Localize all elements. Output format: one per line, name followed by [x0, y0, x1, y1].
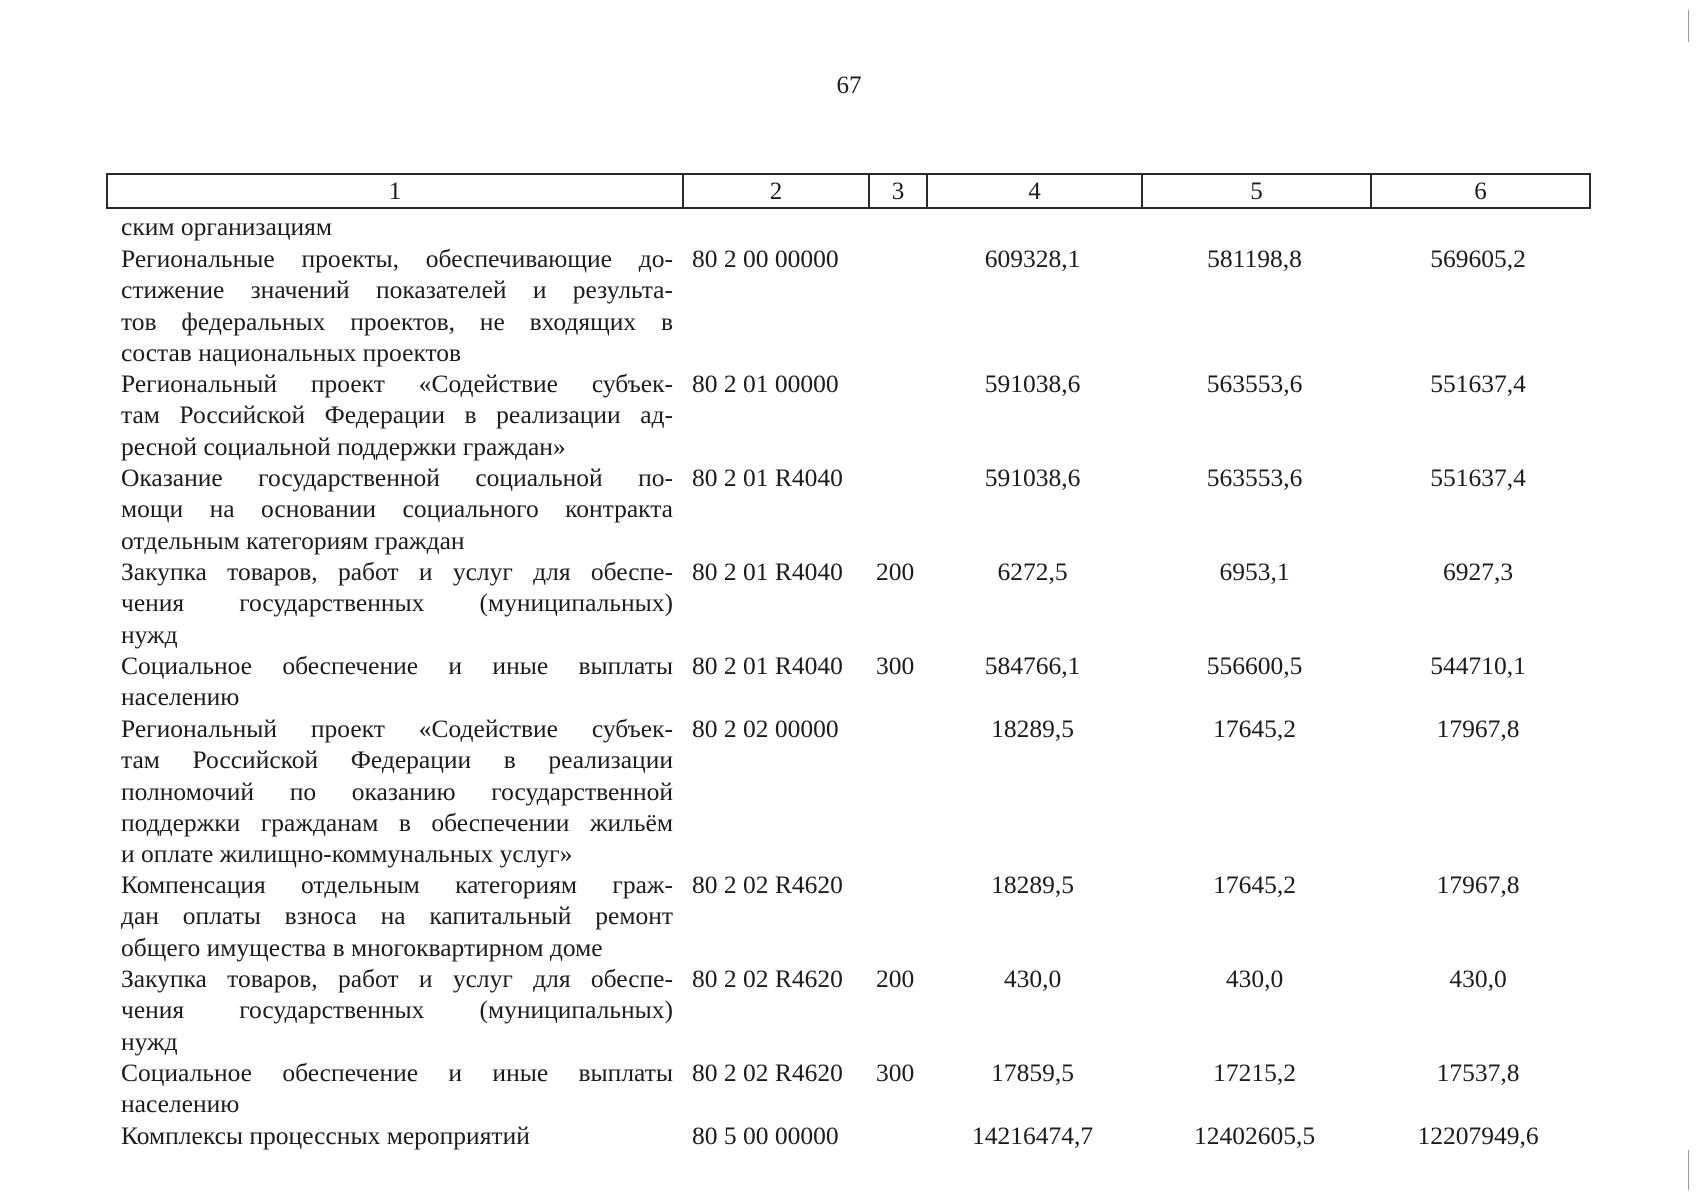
header-col-4: 4 — [927, 174, 1142, 208]
row-value-col6: 6927,3 — [1442, 557, 1514, 586]
row-text-line: Оказание государственной социальной по- — [121, 463, 673, 492]
row-value-col6: 551637,4 — [1430, 463, 1526, 492]
row-text-line: чения государственных (муниципальных) — [121, 588, 673, 618]
row-value-col6: 17967,8 — [1436, 714, 1520, 743]
row-value-col6: 430,0 — [1449, 964, 1507, 993]
header-col-6: 6 — [1371, 174, 1590, 208]
row-text-line: поддержки гражданам в обеспечении жильём — [121, 807, 673, 837]
row-text-line: тов федеральных проектов, не входящих в — [121, 306, 673, 336]
row-text-line: там Российской Федерации в реализации ад- — [121, 400, 673, 430]
row-expense-type: 200 — [876, 964, 915, 993]
row-text-line: стижение значений показателей и результа- — [121, 275, 673, 305]
row-code: 80 2 02 00000 — [692, 714, 839, 743]
row-value-col4: 591038,6 — [984, 369, 1081, 398]
row-text-line: Региональные проекты, обеспечивающие до- — [121, 244, 673, 273]
header-col-1: 1 — [107, 174, 683, 208]
row-value-col4: 18289,5 — [991, 870, 1074, 899]
row-value-col4: 609328,1 — [984, 244, 1081, 273]
row-text-line: Компенсация отдельным категориям граж- — [121, 870, 673, 899]
scan-edge-mark — [1688, 10, 1689, 42]
row-value-col5: 430,0 — [1225, 964, 1284, 993]
row-code: 80 2 02 R4620 — [692, 870, 843, 899]
row-value-col6: 12207949,6 — [1417, 1121, 1539, 1150]
row-text-line: ресной социальной поддержки граждан» — [121, 431, 566, 461]
row-code: 80 2 01 R4040 — [692, 463, 843, 492]
row-text-line: Региональный проект «Содействие субъек- — [121, 369, 673, 398]
row-code: 80 2 01 00000 — [692, 369, 839, 398]
row-text-line: нужд — [121, 1026, 178, 1056]
row-value-col4: 18289,5 — [991, 714, 1074, 743]
row-text-line: Социальное обеспечение и иные выплаты — [121, 1058, 673, 1087]
row-text-line: населению — [121, 1089, 240, 1119]
row-text-line: и оплате жилищно-коммунальных услуг» — [121, 839, 573, 869]
row-value-col6: 17537,8 — [1436, 1058, 1520, 1087]
row-text-line: Социальное обеспечение и иные выплаты — [121, 651, 673, 680]
row-text-line: отдельным категориям граждан — [121, 525, 465, 555]
row-text-line: чения государственных (муниципальных) — [121, 995, 673, 1025]
row-code: 80 2 00 00000 — [692, 244, 839, 273]
row-value-col4: 14216474,7 — [971, 1121, 1094, 1150]
row-value-col4: 584766,1 — [984, 651, 1081, 680]
row-value-col5: 17215,2 — [1213, 1058, 1296, 1087]
row-expense-type: 300 — [876, 1058, 915, 1087]
row-text-line: Комплексы процессных мероприятий — [121, 1121, 530, 1150]
header-col-3: 3 — [869, 174, 927, 208]
row-text-line: там Российской Федерации в реализации — [121, 745, 673, 775]
header-col-5: 5 — [1142, 174, 1371, 208]
row-text-line: полномочий по оказанию государственной — [121, 776, 673, 806]
row-value-col5: 563553,6 — [1206, 369, 1303, 398]
row-code: 80 2 01 R4040 — [692, 651, 843, 680]
row-value-col4: 430,0 — [1003, 964, 1062, 993]
row-value-col5: 12402605,5 — [1193, 1121, 1316, 1150]
row-code: 80 2 01 R4040 — [692, 557, 843, 586]
row-value-col5: 6953,1 — [1219, 557, 1290, 586]
row-expense-type: 200 — [876, 557, 915, 586]
row-text-line: общего имущества в многоквартирном доме — [121, 932, 603, 962]
row-text-line: нужд — [121, 619, 178, 649]
row-value-col5: 581198,8 — [1207, 244, 1302, 273]
row-text-line: Закупка товаров, работ и услуг для обеспе- — [121, 557, 673, 586]
row-text-line: населению — [121, 682, 240, 712]
row-value-col6: 551637,4 — [1430, 369, 1526, 398]
row-text-line: состав национальных проектов — [121, 337, 462, 367]
row-code: 80 2 02 R4620 — [692, 1058, 843, 1087]
page-number: 67 — [836, 72, 862, 99]
scan-edge-mark — [1688, 1150, 1689, 1190]
row-value-col4: 6272,5 — [997, 557, 1068, 586]
row-value-col5: 563553,6 — [1206, 463, 1303, 492]
row-value-col5: 556600,5 — [1206, 651, 1303, 680]
row-value-col6: 17967,8 — [1436, 870, 1520, 899]
row-text-line: Закупка товаров, работ и услуг для обеспе- — [121, 964, 673, 993]
row-value-col4: 17859,5 — [991, 1058, 1074, 1087]
row-expense-type: 300 — [876, 651, 915, 680]
row-text-line: ским организациям — [121, 212, 332, 241]
row-text-line: мощи на основании социального контракта — [121, 494, 673, 524]
row-text-line: Региональный проект «Содействие субъек- — [121, 714, 673, 743]
header-col-2: 2 — [683, 174, 869, 208]
row-value-col4: 591038,6 — [984, 463, 1081, 492]
row-value-col5: 17645,2 — [1213, 870, 1296, 899]
row-text-line: дан оплаты взноса на капитальный ремонт — [121, 901, 673, 931]
row-value-col6: 569605,2 — [1430, 244, 1526, 273]
row-code: 80 5 00 00000 — [692, 1121, 839, 1150]
row-value-col5: 17645,2 — [1213, 714, 1296, 743]
row-code: 80 2 02 R4620 — [692, 964, 843, 993]
row-value-col6: 544710,1 — [1430, 651, 1526, 680]
